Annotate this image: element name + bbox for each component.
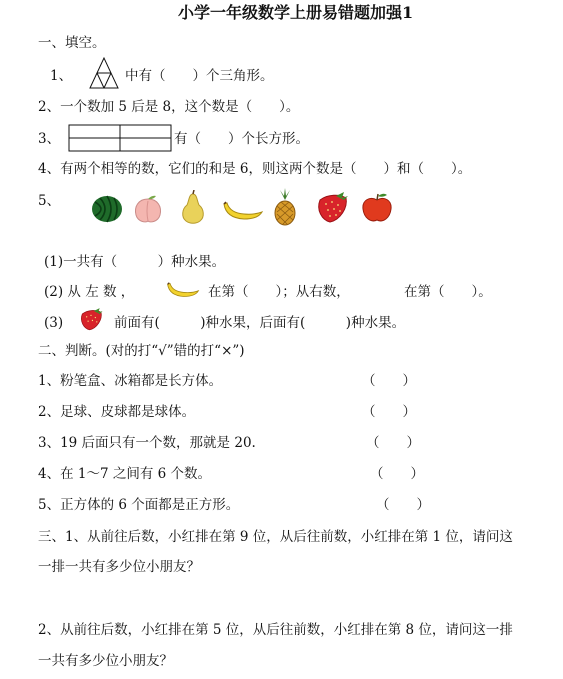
- judge-answer-4[interactable]: （ ）: [370, 466, 424, 482]
- judge-answer-2[interactable]: （ ）: [362, 404, 416, 420]
- q5-sub2-middle: 在第（ ）；从右数，: [208, 284, 350, 300]
- q3-text: 有（ ）个长方形。: [174, 131, 309, 147]
- judge-item-4: 4、在 1～7 之间有 6 个数。: [38, 466, 212, 482]
- banana-icon: [166, 281, 200, 299]
- banana-icon: [222, 200, 264, 222]
- triangle-figure-icon: [88, 56, 120, 90]
- q1-text: 中有（ ）个三角形。: [125, 68, 274, 84]
- word-problem-1-line1: 三、1、从前往后数，小红排在第 9 位，从后往前数，小红排在第 1 位，请问这: [38, 529, 513, 545]
- q5-sub3-text: 前面有( )种水果，后面有( )种水果。: [114, 315, 406, 331]
- judge-answer-3[interactable]: （ ）: [366, 435, 420, 451]
- q2-text: 2、一个数加 5 后是 8，这个数是（ ）。: [38, 99, 300, 115]
- watermelon-icon: [90, 194, 124, 224]
- judge-item-2: 2、足球、皮球都是球体。: [38, 404, 196, 420]
- section1-heading: 一、填空。: [38, 35, 106, 51]
- pear-icon: [178, 190, 208, 226]
- rectangle-figure-icon: [68, 124, 172, 152]
- strawberry-icon: [314, 190, 350, 224]
- peach-icon: [132, 193, 164, 225]
- strawberry-icon: [78, 306, 104, 332]
- q5-sub1: (1)一共有（ ）种水果。: [44, 254, 226, 270]
- judge-answer-5[interactable]: （ ）: [376, 497, 430, 513]
- q4-text: 4、有两个相等的数，它们的和是 6，则这两个数是（ ）和（ ）。: [38, 161, 472, 177]
- q3-number: 3、: [38, 131, 61, 147]
- judge-item-3: 3、19 后面只有一个数，那就是 20.: [38, 435, 256, 451]
- q5-sub3-prefix: (3): [44, 315, 64, 331]
- word-problem-1-line2: 一排一共有多少位小朋友？: [38, 559, 200, 575]
- q5-sub2-prefix: (2) 从 左 数 ，: [44, 284, 135, 300]
- page-title: 小学一年级数学上册易错题加强1: [178, 3, 414, 22]
- section2-heading: 二、判断。(对的打“√”错的打“×”): [38, 343, 245, 359]
- judge-answer-1[interactable]: （ ）: [362, 373, 416, 389]
- q1-number: 1、: [50, 68, 73, 84]
- apple-icon: [360, 192, 394, 224]
- judge-item-5: 5、正方体的 6 个面都是正方形。: [38, 497, 240, 513]
- word-problem-2-line2: 一共有多少位小朋友？: [38, 653, 173, 669]
- q5-number: 5、: [38, 193, 61, 209]
- word-problem-2-line1: 2、从前往后数，小红排在第 5 位，从后往前数，小红排在第 8 位，请问这一排: [38, 622, 513, 638]
- judge-item-1: 1、粉笔盒、冰箱都是长方体。: [38, 373, 223, 389]
- pineapple-icon: [270, 188, 300, 226]
- q5-sub2-suffix: 在第（ ）。: [404, 284, 492, 300]
